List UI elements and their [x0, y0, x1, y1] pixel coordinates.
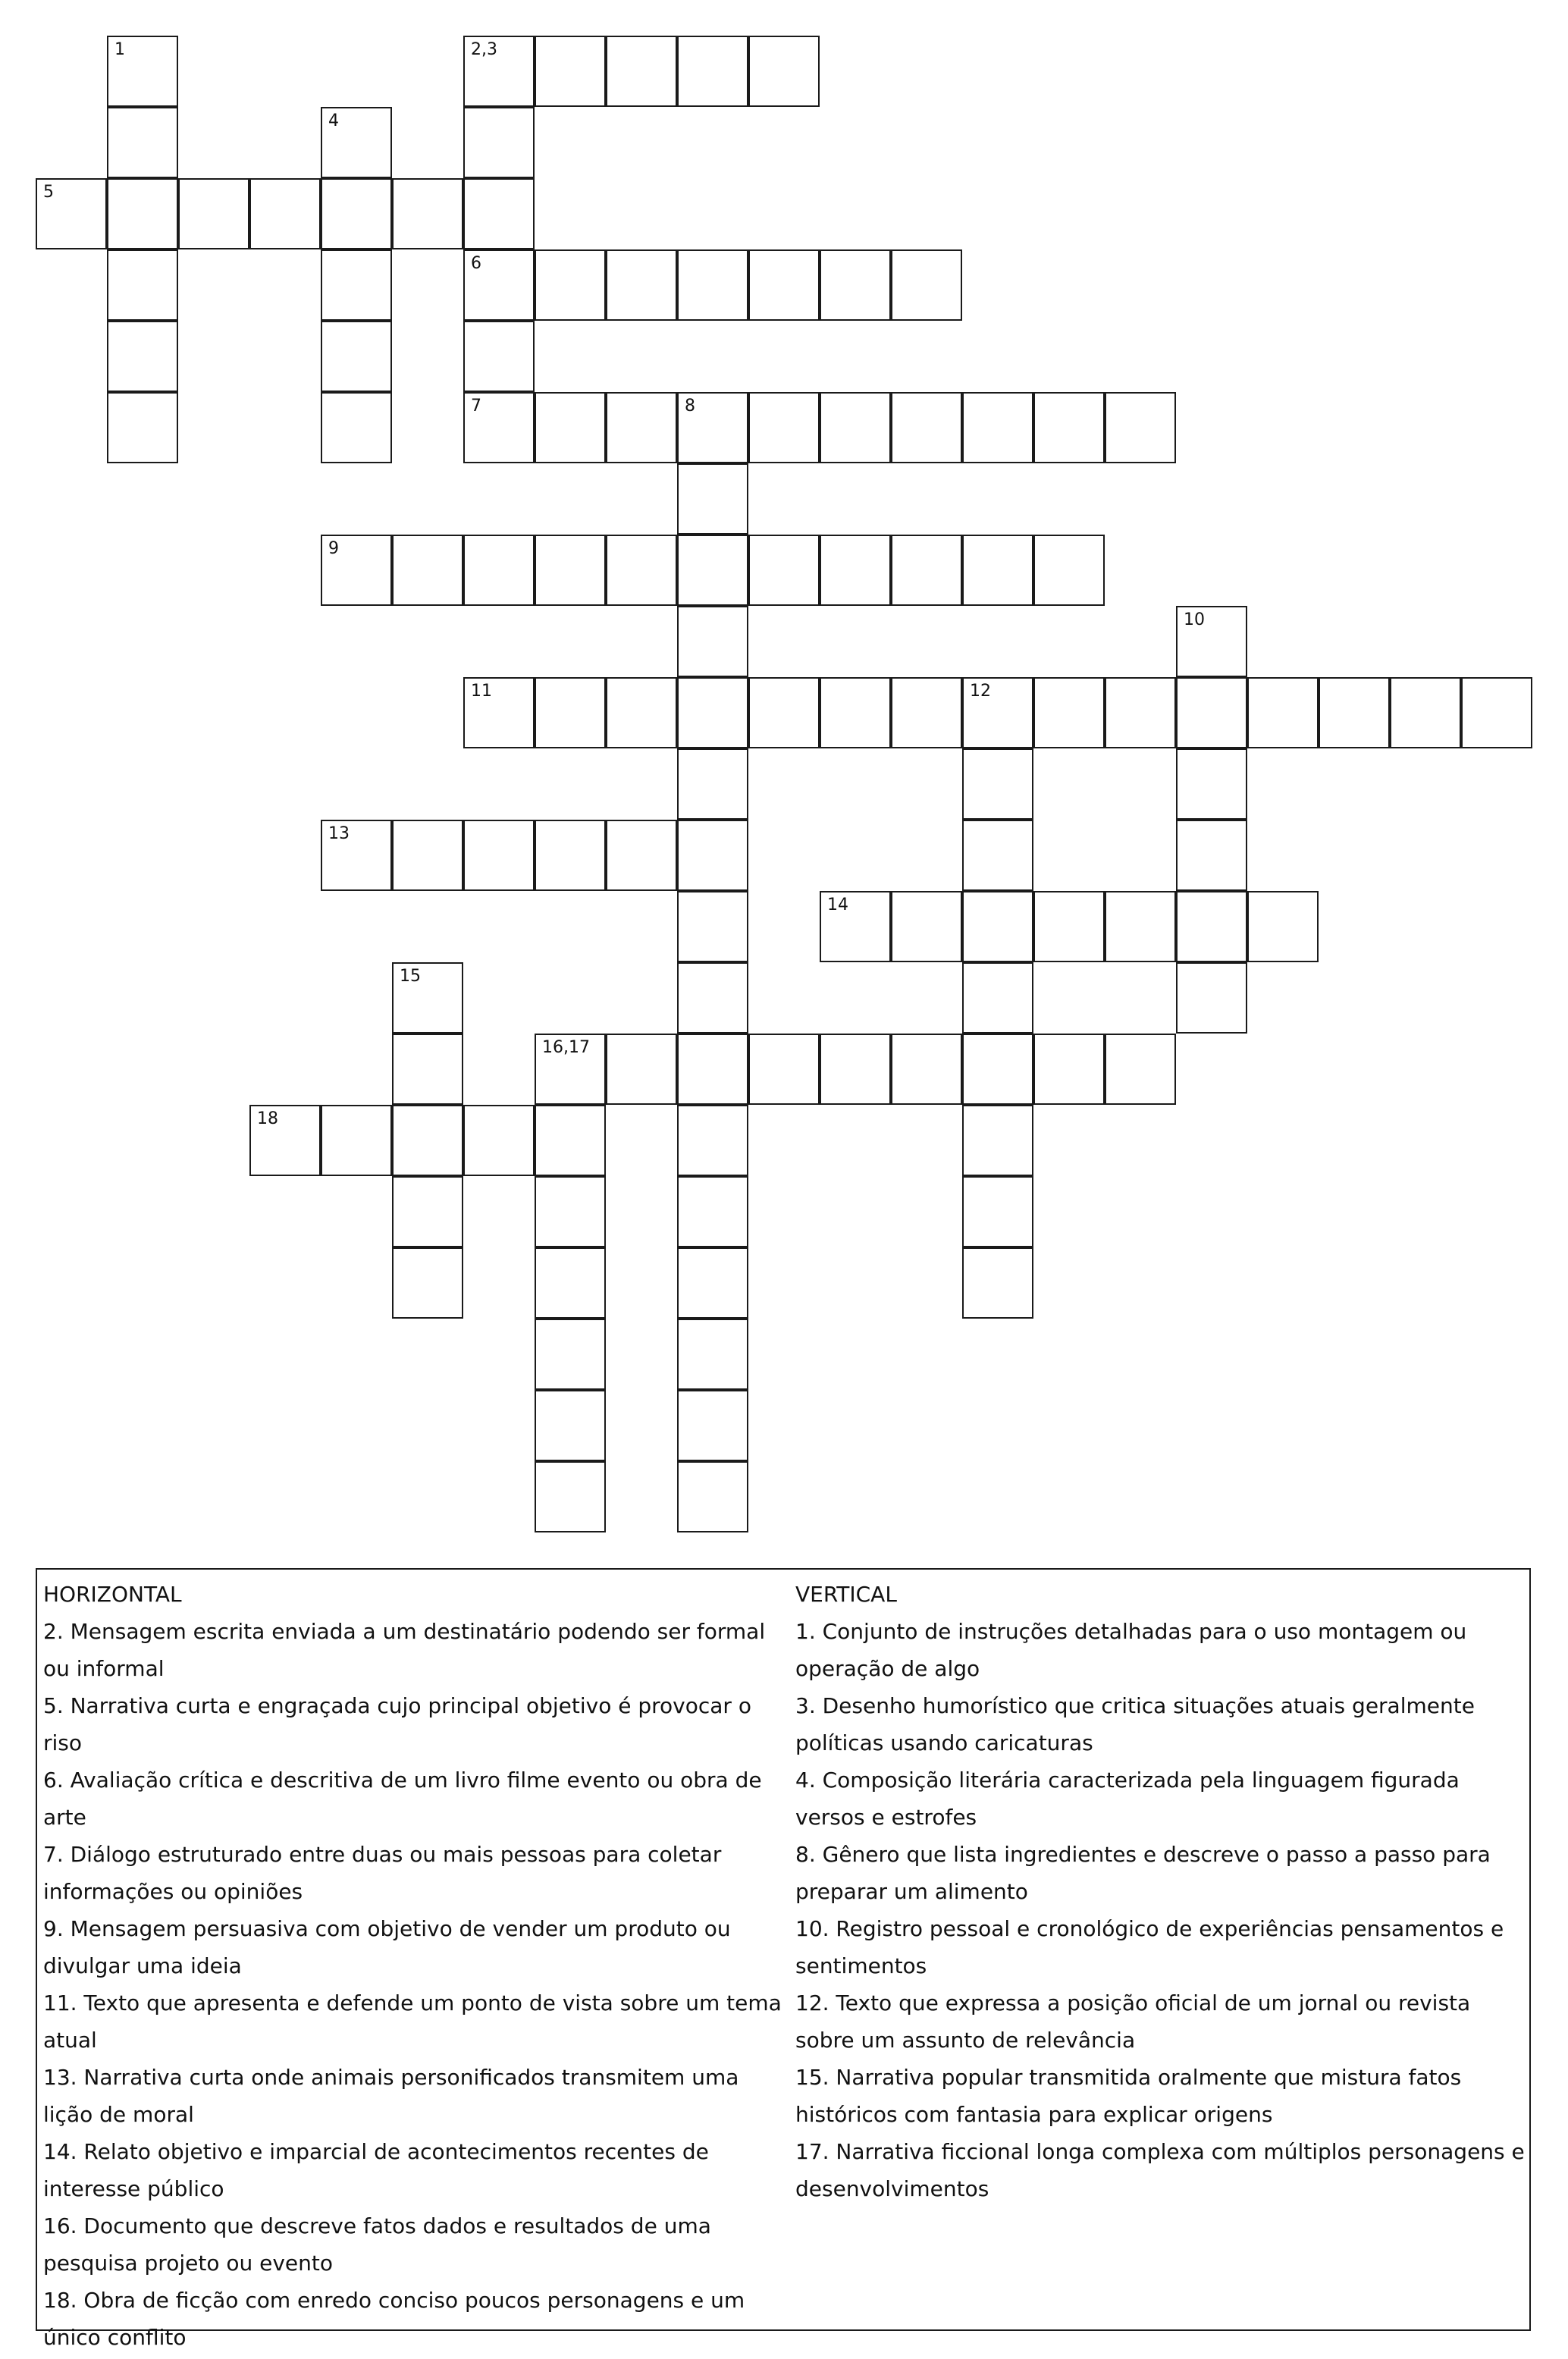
grid-cell[interactable] [606, 392, 677, 463]
grid-cell[interactable] [677, 891, 748, 962]
grid-cell[interactable] [677, 1034, 748, 1105]
grid-cell[interactable] [535, 820, 606, 891]
grid-cell[interactable] [463, 392, 535, 463]
grid-cell[interactable] [463, 107, 535, 178]
clue-across-6: 6. Avaliação crítica e descritiva de um livro filme evento ou obra de arte [43, 1768, 762, 1830]
vertical-clues [795, 1576, 1525, 2207]
horizontal-title: HORIZONTAL [43, 1582, 182, 1607]
grid-cell[interactable] [107, 178, 178, 249]
grid-cell[interactable] [392, 962, 463, 1034]
grid-cell[interactable] [891, 891, 962, 962]
grid-cell[interactable] [249, 178, 321, 249]
grid-cell[interactable] [392, 535, 463, 606]
grid-cell[interactable] [748, 1034, 820, 1105]
grid-cell[interactable] [535, 36, 606, 107]
grid-cell[interactable] [606, 36, 677, 107]
clue-number: 14 [827, 896, 848, 914]
grid-cell[interactable] [249, 1105, 321, 1176]
grid-cell[interactable] [392, 1247, 463, 1319]
clue-across-11: 11. Texto que apresenta e defende um ponto de vista sobre um tema atual [43, 1990, 782, 2053]
grid-cell[interactable] [677, 1390, 748, 1461]
grid-cell[interactable] [820, 249, 891, 321]
clue-across-9: 9. Mensagem persuasiva com objetivo de vender um produto ou divulgar uma ideia [43, 1916, 731, 1978]
grid-cell[interactable] [820, 891, 891, 962]
grid-cell[interactable] [535, 1461, 606, 1532]
grid-cell[interactable] [820, 392, 891, 463]
grid-cell[interactable] [1461, 677, 1532, 748]
grid-cell[interactable] [677, 463, 748, 535]
clue-down-10: 10. Registro pessoal e cronológico de experiências pensamentos e sentimentos [795, 1916, 1504, 1978]
grid-cell[interactable] [820, 1034, 891, 1105]
clue-number: 6 [471, 254, 481, 273]
grid-cell[interactable] [392, 820, 463, 891]
grid-cell[interactable] [463, 1105, 535, 1176]
grid-cell[interactable] [962, 1105, 1033, 1176]
grid-cell[interactable] [606, 1034, 677, 1105]
grid-cell[interactable] [1105, 677, 1176, 748]
clue-across-2: 2. Mensagem escrita enviada a um destinatário podendo ser formal ou informal [43, 1619, 766, 1681]
grid-cell[interactable] [107, 249, 178, 321]
grid-cell[interactable] [535, 1034, 606, 1105]
clue-number: 15 [400, 967, 421, 986]
grid-cell[interactable] [1176, 962, 1247, 1034]
grid-cell[interactable] [1176, 820, 1247, 891]
grid-cell[interactable] [962, 748, 1033, 820]
grid-cell[interactable] [392, 1176, 463, 1247]
grid-cell[interactable] [962, 677, 1033, 748]
grid-cell[interactable] [677, 36, 748, 107]
grid-cell[interactable] [677, 820, 748, 891]
clue-down-1: 1. Conjunto de instruções detalhadas para o uso montagem ou operação de algo [795, 1619, 1467, 1681]
grid-cell[interactable] [321, 321, 392, 392]
clue-number: 4 [328, 111, 339, 130]
grid-cell[interactable] [891, 249, 962, 321]
grid-cell[interactable] [820, 535, 891, 606]
grid-cell[interactable] [677, 677, 748, 748]
grid-cell[interactable] [535, 1390, 606, 1461]
grid-cell[interactable] [891, 677, 962, 748]
grid-cell[interactable] [321, 820, 392, 891]
grid-cell[interactable] [107, 392, 178, 463]
grid-cell[interactable] [677, 962, 748, 1034]
grid-cell[interactable] [820, 677, 891, 748]
grid-cell[interactable] [535, 1319, 606, 1390]
grid-cell[interactable] [677, 1176, 748, 1247]
clue-number: 12 [970, 682, 991, 701]
clue-number: 16,17 [542, 1038, 590, 1057]
clue-across-18: 18. Obra de ficção com enredo conciso poucos personagens e um único conflito [43, 2288, 745, 2350]
grid-cell[interactable] [321, 392, 392, 463]
clue-down-12: 12. Texto que expressa a posição oficial de um jornal ou revista sobre um assunto de relevância [795, 1990, 1471, 2053]
grid-cell[interactable] [392, 1034, 463, 1105]
clue-number: 2,3 [471, 40, 497, 59]
grid-cell[interactable] [107, 36, 178, 107]
grid-cell[interactable] [535, 1247, 606, 1319]
grid-cell[interactable] [1033, 891, 1105, 962]
grid-cell[interactable] [321, 1105, 392, 1176]
grid-cell[interactable] [891, 392, 962, 463]
grid-cell[interactable] [321, 249, 392, 321]
grid-cell[interactable] [1247, 677, 1319, 748]
grid-cell[interactable] [748, 36, 820, 107]
clue-across-14: 14. Relato objetivo e imparcial de acontecimentos recentes de interesse público [43, 2139, 709, 2201]
grid-cell[interactable] [535, 249, 606, 321]
grid-cell[interactable] [463, 321, 535, 392]
clue-across-5: 5. Narrativa curta e engraçada cujo principal objetivo é provocar o riso [43, 1693, 751, 1755]
grid-cell[interactable] [1176, 606, 1247, 677]
grid-cell[interactable] [1247, 891, 1319, 962]
vertical-title: VERTICAL [795, 1582, 897, 1607]
grid-cell[interactable] [535, 535, 606, 606]
grid-cell[interactable] [962, 392, 1033, 463]
clue-down-17: 17. Narrativa ficcional longa complexa com múltiplos personagens e desenvolvimentos [795, 2139, 1525, 2201]
grid-cell[interactable] [463, 535, 535, 606]
grid-cell[interactable] [891, 1034, 962, 1105]
grid-cell[interactable] [962, 535, 1033, 606]
clue-number: 1 [114, 40, 125, 59]
grid-cell[interactable] [1033, 1034, 1105, 1105]
grid-cell[interactable] [962, 1034, 1033, 1105]
grid-cell[interactable] [677, 1319, 748, 1390]
grid-cell[interactable] [606, 249, 677, 321]
grid-cell[interactable] [677, 1247, 748, 1319]
grid-cell[interactable] [392, 178, 463, 249]
clue-number: 18 [257, 1109, 278, 1128]
grid-cell[interactable] [606, 535, 677, 606]
grid-cell[interactable] [1176, 748, 1247, 820]
grid-cell[interactable] [392, 1105, 463, 1176]
grid-cell[interactable] [321, 107, 392, 178]
horizontal-clues [43, 1576, 786, 2356]
grid-cell[interactable] [463, 677, 535, 748]
grid-cell[interactable] [748, 535, 820, 606]
clue-number: 8 [685, 397, 695, 416]
grid-cell[interactable] [677, 1105, 748, 1176]
grid-cell[interactable] [321, 535, 392, 606]
grid-cell[interactable] [535, 1105, 606, 1176]
grid-cell[interactable] [1319, 677, 1390, 748]
grid-cell[interactable] [891, 535, 962, 606]
clue-number: 9 [328, 539, 339, 558]
clue-number: 10 [1184, 610, 1205, 629]
grid-cell[interactable] [962, 820, 1033, 891]
grid-cell[interactable] [535, 392, 606, 463]
grid-cell[interactable] [321, 178, 392, 249]
grid-cell[interactable] [1176, 677, 1247, 748]
clue-across-13: 13. Narrativa curta onde animais personificados transmitem uma lição de moral [43, 2065, 739, 2127]
grid-cell[interactable] [535, 1176, 606, 1247]
grid-cell[interactable] [535, 677, 606, 748]
grid-cell[interactable] [36, 178, 107, 249]
clue-across-7: 7. Diálogo estruturado entre duas ou mais pessoas para coletar informações ou opiniões [43, 1842, 722, 1904]
grid-cell[interactable] [748, 249, 820, 321]
grid-cell[interactable] [107, 321, 178, 392]
grid-cell[interactable] [463, 178, 535, 249]
clues-panel [36, 1568, 1531, 2350]
clue-number: 11 [471, 682, 492, 701]
clue-across-16: 16. Documento que descreve fatos dados e resultados de uma pesquisa projeto ou evento [43, 2213, 711, 2276]
grid-cell[interactable] [748, 392, 820, 463]
clue-down-3: 3. Desenho humorístico que critica situações atuais geralmente políticas usando caricaturas [795, 1693, 1475, 1755]
clue-number: 13 [328, 824, 350, 843]
clue-down-4: 4. Composição literária caracterizada pela linguagem figurada versos e estrofes [795, 1768, 1460, 1830]
grid-cell[interactable] [677, 249, 748, 321]
grid-cell[interactable] [677, 535, 748, 606]
grid-cell[interactable] [677, 748, 748, 820]
grid-cell[interactable] [677, 1461, 748, 1532]
grid-cell[interactable] [1105, 891, 1176, 962]
grid-cell[interactable] [463, 36, 535, 107]
clue-number: 7 [471, 397, 481, 416]
grid-cell[interactable] [107, 107, 178, 178]
grid-cell[interactable] [1105, 392, 1176, 463]
grid-cell[interactable] [677, 606, 748, 677]
clue-down-8: 8. Gênero que lista ingredientes e descreve o passo a passo para preparar um alimento [795, 1842, 1491, 1904]
grid-cell[interactable] [606, 820, 677, 891]
grid-cell[interactable] [677, 392, 748, 463]
grid-cell[interactable] [962, 1247, 1033, 1319]
grid-cell[interactable] [606, 677, 677, 748]
grid-cell[interactable] [1033, 535, 1105, 606]
grid-cell[interactable] [1033, 677, 1105, 748]
grid-cell[interactable] [962, 891, 1033, 962]
grid-cell[interactable] [178, 178, 249, 249]
grid-cell[interactable] [748, 677, 820, 748]
clue-number: 5 [43, 183, 54, 202]
grid-cell[interactable] [962, 1176, 1033, 1247]
grid-cell[interactable] [1105, 1034, 1176, 1105]
grid-cell[interactable] [1390, 677, 1461, 748]
grid-cell[interactable] [1033, 392, 1105, 463]
grid-cell[interactable] [1176, 891, 1247, 962]
clue-down-15: 15. Narrativa popular transmitida oralmente que mistura fatos históricos com fantasia para explicar origens [795, 2065, 1462, 2127]
grid-cell[interactable] [463, 820, 535, 891]
grid-cell[interactable] [962, 962, 1033, 1034]
grid-cell[interactable] [463, 249, 535, 321]
